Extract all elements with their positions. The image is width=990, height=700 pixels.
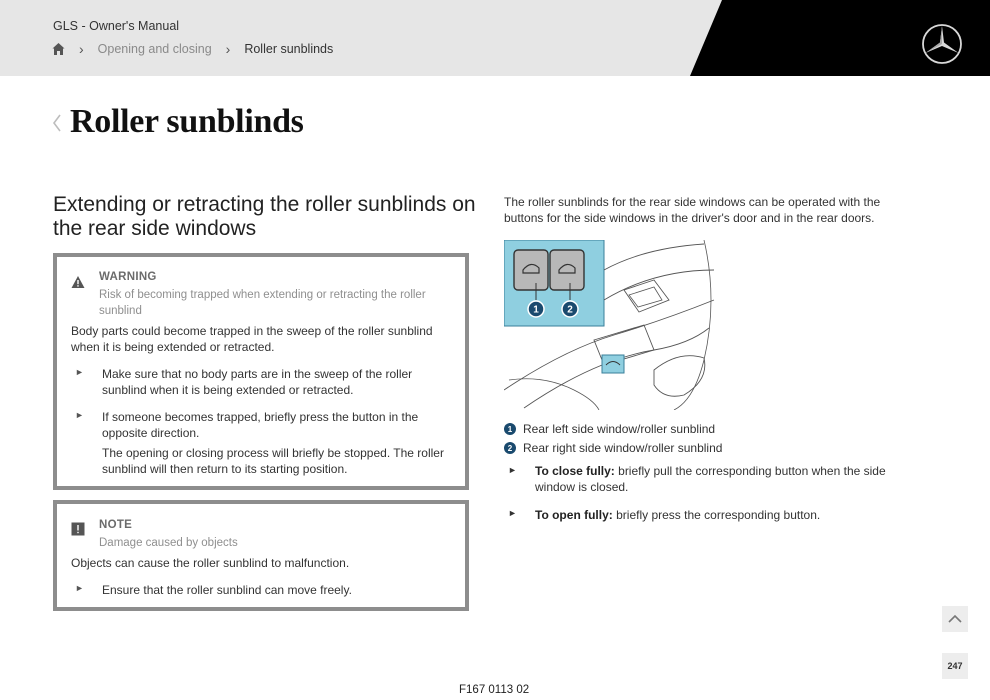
- page-number-button[interactable]: 247: [942, 653, 968, 679]
- callout-2-label: 2: [567, 304, 573, 316]
- section-title: Extending or retracting the roller sunblinds on the rear side windows: [53, 193, 476, 240]
- bullet-triangle-icon: ►: [75, 410, 84, 420]
- note-text: Objects can cause the roller sunblind to malfunction.: [71, 556, 350, 570]
- step-close: [535, 463, 895, 495]
- legend-text: Rear left side window/roller sunblind: [523, 422, 716, 436]
- breadcrumb-current: Roller sunblinds: [244, 42, 334, 56]
- legend-number: 2: [504, 442, 516, 454]
- warning-text: Body parts could become trapped in the sweep of the roller sunblind when it is being extended or retracted.: [71, 324, 433, 354]
- warning-item: If someone becomes trapped, briefly press the button in the opposite direction.: [102, 410, 419, 440]
- door-switch-illustration: [504, 240, 718, 410]
- legend-number: 1: [504, 423, 516, 435]
- app-title: GLS - Owner's Manual: [53, 19, 180, 33]
- step-label: To open fully:: [535, 508, 613, 522]
- step-open: [535, 507, 895, 523]
- callout-1-label: 1: [533, 304, 539, 316]
- warning-subtitle: Risk of becoming trapped when extending or retracting the roller sunblind: [99, 289, 426, 317]
- bullet-triangle-icon: ►: [508, 465, 517, 475]
- step-label: To close fully:: [535, 464, 615, 478]
- warning-triangle-icon: [71, 275, 85, 289]
- chevron-up-icon: [942, 606, 968, 632]
- step-description: briefly pull the corresponding button when the side window is closed.: [535, 464, 886, 494]
- legend-item-2: [504, 441, 722, 455]
- chevron-left-icon[interactable]: [50, 112, 64, 134]
- mercedes-star-icon[interactable]: [921, 23, 963, 65]
- step-description: briefly press the corresponding button.: [616, 508, 821, 522]
- exclamation-square-icon: [71, 522, 85, 536]
- note-item: Ensure that the roller sunblind can move freely.: [102, 583, 352, 597]
- figure-id: F167 0113 02: [459, 684, 530, 696]
- home-icon[interactable]: [52, 42, 65, 56]
- warning-item: Make sure that no body parts are in the sweep of the roller sunblind when it is being extended or retracted.: [102, 367, 413, 397]
- note-label: NOTE: [99, 519, 133, 531]
- breadcrumb: [52, 41, 333, 57]
- chevron-right-icon: ›: [225, 41, 231, 57]
- scroll-to-top-button[interactable]: [942, 606, 968, 632]
- note-subtitle: Damage caused by objects: [99, 537, 238, 549]
- bullet-triangle-icon: ►: [508, 508, 517, 518]
- breadcrumb-link-opening-and-closing[interactable]: Opening and closing: [97, 42, 212, 56]
- warning-followup: The opening or closing process will briefly be stopped. The roller sunblind will then return to its starting position.: [102, 446, 444, 476]
- note-box: [53, 500, 469, 611]
- bullet-triangle-icon: ►: [75, 367, 84, 377]
- intro-text: The roller sunblinds for the rear side windows can be operated with the buttons for the side windows in the driver's door and in the rear doors.: [504, 195, 881, 225]
- bullet-triangle-icon: ►: [75, 583, 84, 593]
- warning-box: [53, 253, 469, 490]
- chevron-right-icon: ›: [79, 41, 84, 57]
- page-title: Roller sunblinds: [70, 103, 304, 140]
- legend-item-1: [504, 422, 715, 436]
- legend-text: Rear right side window/roller sunblind: [523, 441, 723, 455]
- warning-label: WARNING: [99, 271, 157, 283]
